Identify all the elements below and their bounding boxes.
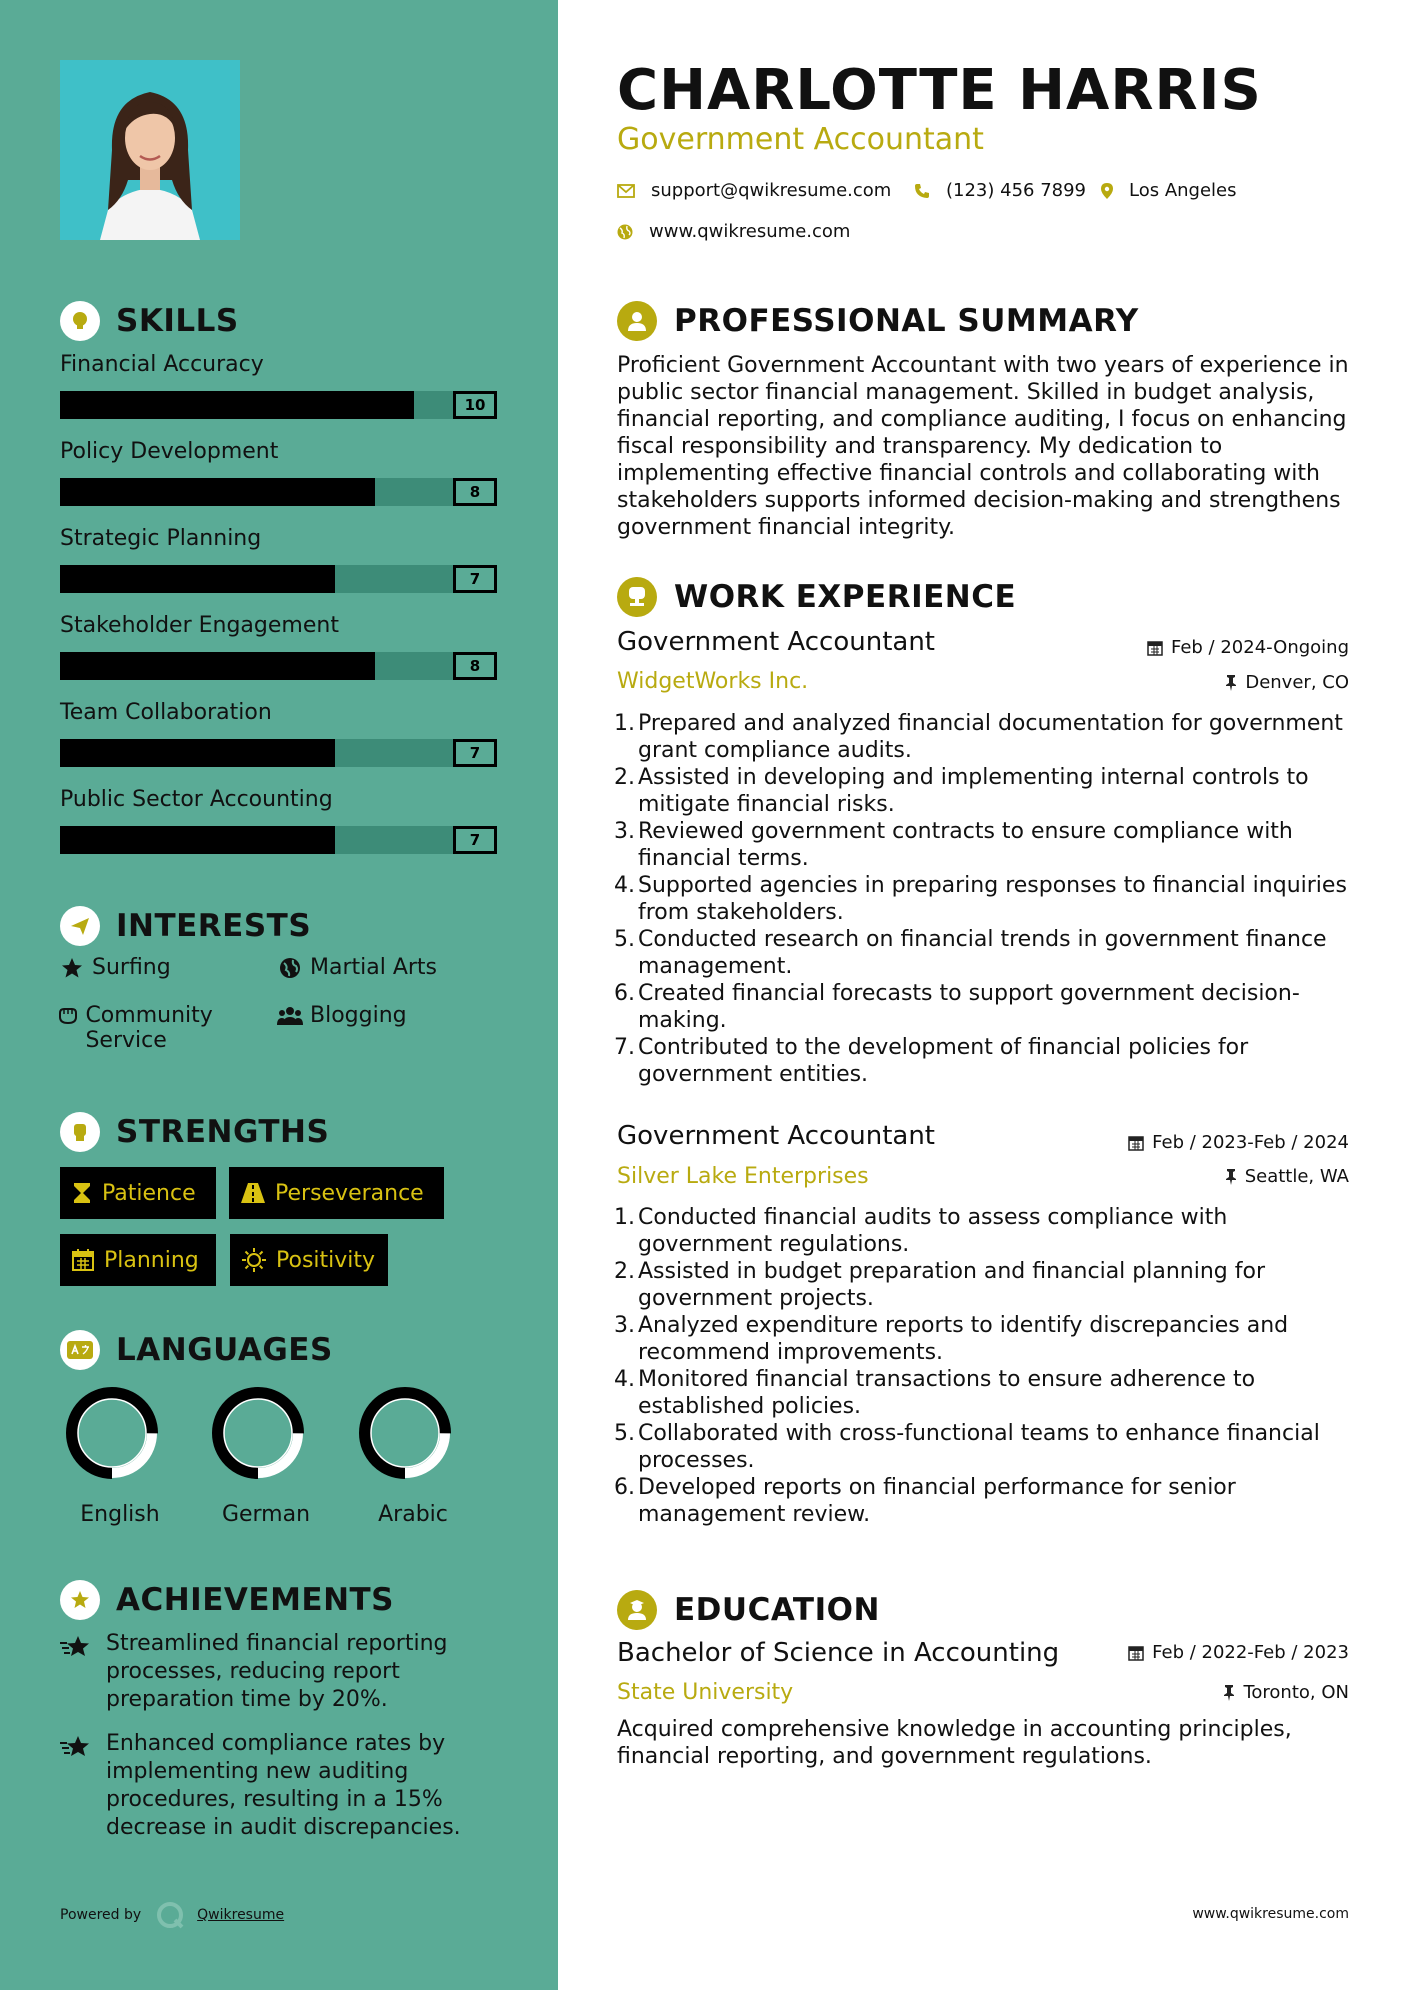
skill-bar-fill [60, 391, 414, 419]
list-item [610, 926, 1358, 980]
achievement-item: Enhanced compliance rates by implementing new auditing procedures, resulting in a 15% decrease in audit discrepancies. [60, 1730, 500, 1842]
skill-value: 8 [453, 652, 497, 680]
language-label: Arabic [378, 1502, 448, 1527]
list-item-number: 1. [614, 711, 635, 736]
map-pin-icon [1101, 183, 1113, 199]
list-item-text: Assisted in budget preparation and financial planning for government projects. [638, 1259, 1265, 1311]
skill-bar [60, 478, 497, 506]
skill-bar-fill [60, 565, 335, 593]
list-item-number: 2. [614, 765, 635, 790]
list-item-number: 4. [614, 1367, 635, 1392]
sidebar [0, 0, 558, 1990]
qwikresume-link[interactable]: Qwikresume [197, 1907, 285, 1923]
strength-planning: Planning [60, 1234, 216, 1286]
list-item-text: Supported agencies in preparing responses to financial inquiries from stakeholders. [638, 873, 1347, 925]
list-item-text: Collaborated with cross-functional teams to enhance financial processes. [638, 1421, 1320, 1473]
job-company: WidgetWorks Inc. [617, 669, 809, 694]
list-item [610, 980, 1358, 1034]
list-item [610, 1204, 1358, 1258]
contact-website [617, 221, 850, 242]
language-label: German [221, 1502, 311, 1527]
languages-heading: LANGUAGES [60, 1330, 333, 1370]
calendar-icon [1128, 1645, 1144, 1661]
language-level-ring [208, 1383, 308, 1483]
pushpin-icon [1225, 1169, 1237, 1185]
education-location: Toronto, ON [1223, 1682, 1349, 1703]
list-item-text: Developed reports on financial performance for senior management review. [638, 1475, 1236, 1527]
interest-community-service: Community Service [56, 1003, 266, 1053]
skill-bar [60, 565, 497, 593]
list-item [610, 872, 1358, 926]
skill-bar-fill [60, 826, 335, 854]
pushpin-icon [1223, 1685, 1235, 1701]
paper-plane-icon [60, 906, 100, 946]
achievement-item: Streamlined financial reporting processes, reducing report preparation time by 20%. [60, 1630, 500, 1714]
skill-bar [60, 391, 497, 419]
website-link[interactable]: www.qwikresume.com [649, 221, 851, 242]
list-item [610, 1258, 1358, 1312]
summary-heading: PROFESSIONAL SUMMARY [617, 301, 1139, 341]
skill-value: 10 [453, 391, 497, 419]
list-item-text: Analyzed expenditure reports to identify discrepancies and recommend improvements. [638, 1313, 1289, 1365]
qwikresume-logo-icon [155, 1900, 185, 1930]
language-level-ring [355, 1383, 455, 1483]
skill-bar-fill [60, 478, 375, 506]
strength-perseverance: Perseverance [229, 1167, 444, 1219]
job-title: Government Accountant [617, 627, 935, 657]
job-location: Denver, CO [1225, 672, 1349, 693]
skill-label: Team Collaboration [60, 700, 272, 725]
list-item-number: 4. [614, 873, 635, 898]
calendar-icon [72, 1249, 94, 1271]
profile-photo [60, 60, 240, 240]
list-item-text: Monitored financial transactions to ensure adherence to established policies. [638, 1367, 1256, 1419]
briefcase-user-icon [617, 577, 657, 617]
list-item-text: Created financial forecasts to support government decision-making. [638, 981, 1300, 1033]
education-description: Acquired comprehensive knowledge in accounting principles, financial reporting, and government regulations. [617, 1717, 1292, 1769]
education-heading: EDUCATION [617, 1590, 880, 1630]
list-item-number: 3. [614, 1313, 635, 1338]
list-item-number: 1. [614, 1205, 635, 1230]
road-icon [241, 1183, 265, 1203]
list-item-number: 3. [614, 819, 635, 844]
skill-value: 8 [453, 478, 497, 506]
language-ring-inner [78, 1399, 146, 1467]
list-item-text: Contributed to the development of financial policies for government entities. [638, 1035, 1249, 1087]
contact-phone: (123) 456 7899 [914, 180, 1086, 201]
hand-icon [56, 1005, 79, 1027]
skill-bar-fill [60, 652, 375, 680]
list-item [610, 1034, 1358, 1088]
skill-bar-fill [60, 739, 335, 767]
summary-text: Proficient Government Accountant with two years of experience in public sector financial management. Skilled in budget analysis, financial reporting, and compliance auditing, I focus on enhancing fiscal responsibility and transparency. My dedication to implementing effective financial controls and collaborating with stakeholders supports informed decision-making and strengthens government financial integrity. [617, 353, 1349, 540]
email-link[interactable]: support@qwikresume.com [651, 180, 892, 201]
language-ring-inner [224, 1399, 292, 1467]
graduate-icon [617, 1590, 657, 1630]
job-location: Seattle, WA [1225, 1166, 1349, 1187]
list-item-text: Prepared and analyzed financial documentation for government grant compliance audits. [638, 711, 1343, 763]
interest-martial-arts: Martial Arts [276, 955, 437, 980]
list-item-number: 7. [614, 1035, 635, 1060]
list-item-number: 2. [614, 1259, 635, 1284]
strengths-heading: STRENGTHS [60, 1112, 329, 1152]
powered-by: Powered by Qwikresume [60, 1900, 284, 1930]
list-item-text: Conducted research on financial trends in government finance management. [638, 927, 1327, 979]
calendar-icon [1128, 1135, 1144, 1151]
skill-value: 7 [453, 826, 497, 854]
language-label: English [80, 1502, 160, 1527]
education-degree: Bachelor of Science in Accounting [617, 1638, 1060, 1668]
skill-label: Financial Accuracy [60, 352, 264, 377]
star-award-icon [60, 1634, 96, 1714]
list-item-number: 6. [614, 1475, 635, 1500]
user-icon [617, 301, 657, 341]
trophy-star-icon [60, 1580, 100, 1620]
interest-surfing: Surfing [58, 955, 171, 980]
pushpin-icon [1225, 675, 1237, 691]
candidate-title: Government Accountant [617, 122, 984, 157]
skill-value: 7 [453, 739, 497, 767]
list-item [610, 1474, 1358, 1528]
list-item [610, 1312, 1358, 1366]
skill-label: Policy Development [60, 439, 279, 464]
interest-blogging: Blogging [276, 1003, 407, 1028]
list-item [610, 710, 1358, 764]
language-icon [60, 1330, 100, 1370]
list-item-text: Conducted financial audits to assess compliance with government regulations. [638, 1205, 1228, 1257]
skill-label: Strategic Planning [60, 526, 262, 551]
footer-website[interactable]: www.qwikresume.com [1192, 1906, 1349, 1922]
skill-value: 7 [453, 565, 497, 593]
interests-heading: INTERESTS [60, 906, 311, 946]
star-icon [58, 957, 86, 979]
education-school: State University [617, 1680, 794, 1705]
candidate-name: CHARLOTTE HARRIS [617, 58, 1262, 123]
list-item-number: 5. [614, 1421, 635, 1446]
phone-icon [914, 183, 930, 199]
job-date: Feb / 2023-Feb / 2024 [1128, 1132, 1349, 1153]
job-title: Government Accountant [617, 1121, 935, 1151]
job-date: Feb / 2024-Ongoing [1147, 637, 1349, 658]
list-item-text: Reviewed government contracts to ensure compliance with financial terms. [638, 819, 1293, 871]
star-award-icon [60, 1734, 96, 1842]
list-item-text: Assisted in developing and implementing internal controls to mitigate financial risks. [638, 765, 1309, 817]
list-item [610, 1366, 1358, 1420]
job-company: Silver Lake Enterprises [617, 1164, 869, 1189]
list-item [610, 764, 1358, 818]
skill-bar [60, 652, 497, 680]
list-item [610, 818, 1358, 872]
list-item [610, 1420, 1358, 1474]
strength-patience: Patience [60, 1167, 216, 1219]
work-heading: WORK EXPERIENCE [617, 577, 1016, 617]
fist-icon [60, 1112, 100, 1152]
hourglass-icon [72, 1182, 92, 1204]
language-ring-inner [371, 1399, 439, 1467]
education-date: Feb / 2022-Feb / 2023 [1128, 1642, 1349, 1663]
skill-bar [60, 826, 497, 854]
contact-location: Los Angeles [1101, 180, 1237, 201]
skill-label: Stakeholder Engagement [60, 613, 339, 638]
list-item-number: 5. [614, 927, 635, 952]
achievements-heading: ACHIEVEMENTS [60, 1580, 394, 1620]
skills-heading: SKILLS [60, 301, 239, 341]
lightbulb-icon [60, 301, 100, 341]
skill-label: Public Sector Accounting [60, 787, 333, 812]
globe-icon [276, 957, 304, 979]
list-item-number: 6. [614, 981, 635, 1006]
calendar-icon [1147, 640, 1163, 656]
globe-icon [617, 224, 633, 240]
skill-bar [60, 739, 497, 767]
strength-positivity: Positivity [230, 1234, 388, 1286]
job-responsibilities [610, 710, 1358, 1088]
sun-icon [242, 1248, 266, 1272]
language-level-ring [62, 1383, 162, 1483]
users-icon [276, 1005, 304, 1027]
contact-email [617, 180, 891, 201]
envelope-icon [617, 184, 635, 198]
job-responsibilities [610, 1204, 1358, 1528]
